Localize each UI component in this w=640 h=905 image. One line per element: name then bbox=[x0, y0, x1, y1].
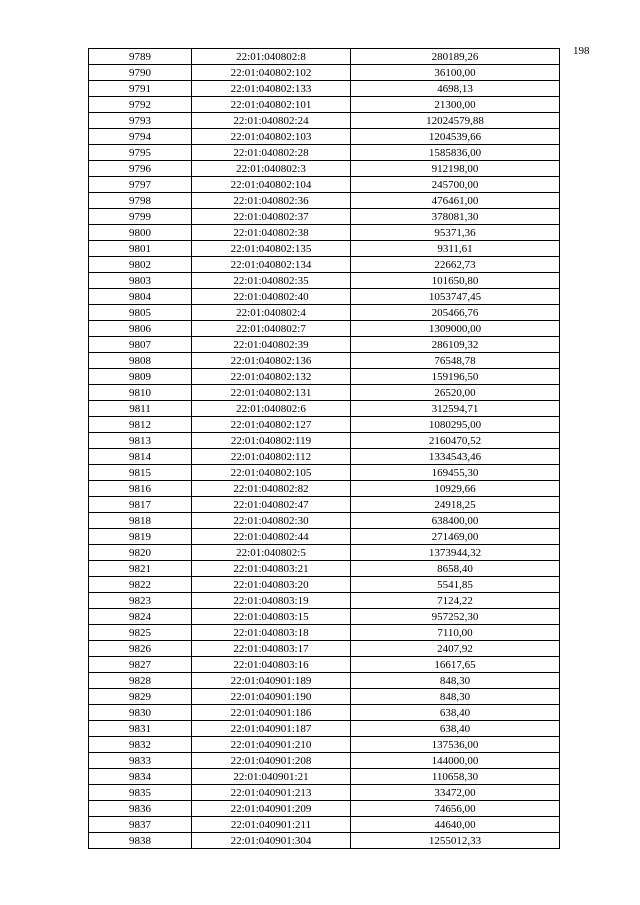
cadastral-number-cell: 22:01:040802:133 bbox=[192, 81, 351, 97]
value-cell: 12024579,88 bbox=[351, 113, 560, 129]
row-number-cell: 9798 bbox=[89, 193, 192, 209]
row-number-cell: 9810 bbox=[89, 385, 192, 401]
value-cell: 638400,00 bbox=[351, 513, 560, 529]
table-row bbox=[89, 545, 560, 561]
cadastral-number-cell: 22:01:040802:6 bbox=[192, 401, 351, 417]
table-row bbox=[89, 689, 560, 705]
value-cell: 144000,00 bbox=[351, 753, 560, 769]
cadastral-number-cell: 22:01:040802:36 bbox=[192, 193, 351, 209]
row-number-cell: 9838 bbox=[89, 833, 192, 849]
row-number-cell: 9806 bbox=[89, 321, 192, 337]
value-cell: 9311,61 bbox=[351, 241, 560, 257]
table-row bbox=[89, 209, 560, 225]
row-number-cell: 9823 bbox=[89, 593, 192, 609]
cadastral-number-cell: 22:01:040901:213 bbox=[192, 785, 351, 801]
table-row bbox=[89, 657, 560, 673]
table-row bbox=[89, 305, 560, 321]
row-number-cell: 9835 bbox=[89, 785, 192, 801]
table-row bbox=[89, 737, 560, 753]
value-cell: 378081,30 bbox=[351, 209, 560, 225]
cadastral-number-cell: 22:01:040802:38 bbox=[192, 225, 351, 241]
cadastral-number-cell: 22:01:040803:16 bbox=[192, 657, 351, 673]
value-cell: 7124,22 bbox=[351, 593, 560, 609]
row-number-cell: 9799 bbox=[89, 209, 192, 225]
table-row bbox=[89, 273, 560, 289]
value-cell: 16617,65 bbox=[351, 657, 560, 673]
table-row bbox=[89, 609, 560, 625]
table-row bbox=[89, 705, 560, 721]
value-cell: 271469,00 bbox=[351, 529, 560, 545]
table-row bbox=[89, 97, 560, 113]
value-cell: 312594,71 bbox=[351, 401, 560, 417]
row-number-cell: 9792 bbox=[89, 97, 192, 113]
cadastral-number-cell: 22:01:040802:3 bbox=[192, 161, 351, 177]
row-number-cell: 9796 bbox=[89, 161, 192, 177]
value-cell: 1080295,00 bbox=[351, 417, 560, 433]
table-row bbox=[89, 257, 560, 273]
value-cell: 137536,00 bbox=[351, 737, 560, 753]
row-number-cell: 9815 bbox=[89, 465, 192, 481]
value-cell: 1309000,00 bbox=[351, 321, 560, 337]
cadastral-number-cell: 22:01:040901:208 bbox=[192, 753, 351, 769]
table-row bbox=[89, 769, 560, 785]
table-row bbox=[89, 145, 560, 161]
row-number-cell: 9828 bbox=[89, 673, 192, 689]
value-cell: 1255012,33 bbox=[351, 833, 560, 849]
cadastral-number-cell: 22:01:040803:17 bbox=[192, 641, 351, 657]
table-row bbox=[89, 225, 560, 241]
cadastral-number-cell: 22:01:040901:210 bbox=[192, 737, 351, 753]
row-number-cell: 9818 bbox=[89, 513, 192, 529]
cadastral-number-cell: 22:01:040802:37 bbox=[192, 209, 351, 225]
value-cell: 4698,13 bbox=[351, 81, 560, 97]
cadastral-number-cell: 22:01:040803:20 bbox=[192, 577, 351, 593]
cadastral-number-cell: 22:01:040802:24 bbox=[192, 113, 351, 129]
row-number-cell: 9789 bbox=[89, 49, 192, 65]
cadastral-number-cell: 22:01:040802:104 bbox=[192, 177, 351, 193]
table-row bbox=[89, 673, 560, 689]
table-row bbox=[89, 353, 560, 369]
cadastral-number-cell: 22:01:040802:127 bbox=[192, 417, 351, 433]
row-number-cell: 9800 bbox=[89, 225, 192, 241]
row-number-cell: 9829 bbox=[89, 689, 192, 705]
table-row bbox=[89, 177, 560, 193]
cadastral-number-cell: 22:01:040802:131 bbox=[192, 385, 351, 401]
value-cell: 848,30 bbox=[351, 689, 560, 705]
table-row bbox=[89, 81, 560, 97]
table-row bbox=[89, 497, 560, 513]
value-cell: 110658,30 bbox=[351, 769, 560, 785]
value-cell: 2160470,52 bbox=[351, 433, 560, 449]
table-row bbox=[89, 433, 560, 449]
table-row bbox=[89, 721, 560, 737]
row-number-cell: 9793 bbox=[89, 113, 192, 129]
row-number-cell: 9816 bbox=[89, 481, 192, 497]
cadastral-number-cell: 22:01:040802:103 bbox=[192, 129, 351, 145]
value-cell: 10929,66 bbox=[351, 481, 560, 497]
table-body bbox=[89, 49, 560, 849]
row-number-cell: 9830 bbox=[89, 705, 192, 721]
value-cell: 159196,50 bbox=[351, 369, 560, 385]
row-number-cell: 9836 bbox=[89, 801, 192, 817]
value-cell: 1053747,45 bbox=[351, 289, 560, 305]
table-row bbox=[89, 801, 560, 817]
table-row bbox=[89, 49, 560, 65]
value-cell: 957252,30 bbox=[351, 609, 560, 625]
value-cell: 74656,00 bbox=[351, 801, 560, 817]
cadastral-number-cell: 22:01:040901:189 bbox=[192, 673, 351, 689]
table-row bbox=[89, 161, 560, 177]
value-cell: 1204539,66 bbox=[351, 129, 560, 145]
table-row bbox=[89, 833, 560, 849]
value-cell: 286109,32 bbox=[351, 337, 560, 353]
table-row bbox=[89, 417, 560, 433]
row-number-cell: 9804 bbox=[89, 289, 192, 305]
cadastral-number-cell: 22:01:040802:135 bbox=[192, 241, 351, 257]
cadastral-number-cell: 22:01:040802:28 bbox=[192, 145, 351, 161]
value-cell: 21300,00 bbox=[351, 97, 560, 113]
value-cell: 5541,85 bbox=[351, 577, 560, 593]
cadastral-number-cell: 22:01:040802:136 bbox=[192, 353, 351, 369]
cadastral-number-cell: 22:01:040803:15 bbox=[192, 609, 351, 625]
value-cell: 205466,76 bbox=[351, 305, 560, 321]
row-number-cell: 9826 bbox=[89, 641, 192, 657]
value-cell: 848,30 bbox=[351, 673, 560, 689]
table-row bbox=[89, 593, 560, 609]
value-cell: 95371,36 bbox=[351, 225, 560, 241]
cadastral-number-cell: 22:01:040802:4 bbox=[192, 305, 351, 321]
cadastral-number-cell: 22:01:040901:187 bbox=[192, 721, 351, 737]
row-number-cell: 9813 bbox=[89, 433, 192, 449]
value-cell: 169455,30 bbox=[351, 465, 560, 481]
value-cell: 26520,00 bbox=[351, 385, 560, 401]
cadastral-number-cell: 22:01:040802:30 bbox=[192, 513, 351, 529]
cadastral-number-cell: 22:01:040803:21 bbox=[192, 561, 351, 577]
value-cell: 1334543,46 bbox=[351, 449, 560, 465]
table-row bbox=[89, 529, 560, 545]
value-cell: 7110,00 bbox=[351, 625, 560, 641]
table-row bbox=[89, 129, 560, 145]
row-number-cell: 9825 bbox=[89, 625, 192, 641]
value-cell: 280189,26 bbox=[351, 49, 560, 65]
table-row bbox=[89, 241, 560, 257]
row-number-cell: 9820 bbox=[89, 545, 192, 561]
data-table bbox=[88, 48, 560, 849]
cadastral-number-cell: 22:01:040802:134 bbox=[192, 257, 351, 273]
table-row bbox=[89, 193, 560, 209]
cadastral-number-cell: 22:01:040802:44 bbox=[192, 529, 351, 545]
cadastral-number-cell: 22:01:040901:21 bbox=[192, 769, 351, 785]
value-cell: 1373944,32 bbox=[351, 545, 560, 561]
row-number-cell: 9814 bbox=[89, 449, 192, 465]
cadastral-number-cell: 22:01:040802:119 bbox=[192, 433, 351, 449]
value-cell: 912198,00 bbox=[351, 161, 560, 177]
row-number-cell: 9812 bbox=[89, 417, 192, 433]
row-number-cell: 9832 bbox=[89, 737, 192, 753]
cadastral-number-cell: 22:01:040901:186 bbox=[192, 705, 351, 721]
row-number-cell: 9817 bbox=[89, 497, 192, 513]
value-cell: 24918,25 bbox=[351, 497, 560, 513]
cadastral-number-cell: 22:01:040802:132 bbox=[192, 369, 351, 385]
table-row bbox=[89, 641, 560, 657]
cadastral-number-cell: 22:01:040802:5 bbox=[192, 545, 351, 561]
value-cell: 44640,00 bbox=[351, 817, 560, 833]
cadastral-number-cell: 22:01:040802:40 bbox=[192, 289, 351, 305]
cadastral-number-cell: 22:01:040901:209 bbox=[192, 801, 351, 817]
table-row bbox=[89, 561, 560, 577]
cadastral-number-cell: 22:01:040802:82 bbox=[192, 481, 351, 497]
row-number-cell: 9802 bbox=[89, 257, 192, 273]
cadastral-number-cell: 22:01:040901:211 bbox=[192, 817, 351, 833]
table-row bbox=[89, 289, 560, 305]
cadastral-number-cell: 22:01:040802:112 bbox=[192, 449, 351, 465]
cadastral-number-cell: 22:01:040802:39 bbox=[192, 337, 351, 353]
value-cell: 33472,00 bbox=[351, 785, 560, 801]
cadastral-number-cell: 22:01:040802:105 bbox=[192, 465, 351, 481]
row-number-cell: 9821 bbox=[89, 561, 192, 577]
row-number-cell: 9803 bbox=[89, 273, 192, 289]
value-cell: 638,40 bbox=[351, 705, 560, 721]
table-row bbox=[89, 817, 560, 833]
value-cell: 22662,73 bbox=[351, 257, 560, 273]
table-row bbox=[89, 481, 560, 497]
cadastral-number-cell: 22:01:040802:7 bbox=[192, 321, 351, 337]
value-cell: 36100,00 bbox=[351, 65, 560, 81]
row-number-cell: 9790 bbox=[89, 65, 192, 81]
table-row bbox=[89, 449, 560, 465]
value-cell: 245700,00 bbox=[351, 177, 560, 193]
table-row bbox=[89, 625, 560, 641]
value-cell: 8658,40 bbox=[351, 561, 560, 577]
table-row bbox=[89, 577, 560, 593]
cadastral-number-cell: 22:01:040802:101 bbox=[192, 97, 351, 113]
row-number-cell: 9808 bbox=[89, 353, 192, 369]
value-cell: 2407,92 bbox=[351, 641, 560, 657]
row-number-cell: 9795 bbox=[89, 145, 192, 161]
value-cell: 638,40 bbox=[351, 721, 560, 737]
row-number-cell: 9809 bbox=[89, 369, 192, 385]
cadastral-number-cell: 22:01:040803:18 bbox=[192, 625, 351, 641]
table-row bbox=[89, 385, 560, 401]
value-cell: 101650,80 bbox=[351, 273, 560, 289]
row-number-cell: 9831 bbox=[89, 721, 192, 737]
table-row bbox=[89, 65, 560, 81]
value-cell: 476461,00 bbox=[351, 193, 560, 209]
cadastral-number-cell: 22:01:040802:35 bbox=[192, 273, 351, 289]
row-number-cell: 9811 bbox=[89, 401, 192, 417]
table-row bbox=[89, 785, 560, 801]
table-row bbox=[89, 465, 560, 481]
row-number-cell: 9794 bbox=[89, 129, 192, 145]
value-cell: 1585836,00 bbox=[351, 145, 560, 161]
row-number-cell: 9827 bbox=[89, 657, 192, 673]
cadastral-number-cell: 22:01:040901:304 bbox=[192, 833, 351, 849]
table-row bbox=[89, 369, 560, 385]
table-row bbox=[89, 113, 560, 129]
cadastral-number-cell: 22:01:040802:47 bbox=[192, 497, 351, 513]
table-row bbox=[89, 337, 560, 353]
cadastral-number-cell: 22:01:040802:8 bbox=[192, 49, 351, 65]
row-number-cell: 9834 bbox=[89, 769, 192, 785]
row-number-cell: 9807 bbox=[89, 337, 192, 353]
page-number: 198 bbox=[573, 45, 590, 57]
table-row bbox=[89, 753, 560, 769]
row-number-cell: 9797 bbox=[89, 177, 192, 193]
row-number-cell: 9805 bbox=[89, 305, 192, 321]
cadastral-number-cell: 22:01:040803:19 bbox=[192, 593, 351, 609]
table-row bbox=[89, 321, 560, 337]
row-number-cell: 9819 bbox=[89, 529, 192, 545]
table-row bbox=[89, 513, 560, 529]
table-row bbox=[89, 401, 560, 417]
row-number-cell: 9791 bbox=[89, 81, 192, 97]
row-number-cell: 9801 bbox=[89, 241, 192, 257]
value-cell: 76548,78 bbox=[351, 353, 560, 369]
row-number-cell: 9833 bbox=[89, 753, 192, 769]
row-number-cell: 9822 bbox=[89, 577, 192, 593]
row-number-cell: 9837 bbox=[89, 817, 192, 833]
cadastral-number-cell: 22:01:040901:190 bbox=[192, 689, 351, 705]
row-number-cell: 9824 bbox=[89, 609, 192, 625]
cadastral-number-cell: 22:01:040802:102 bbox=[192, 65, 351, 81]
